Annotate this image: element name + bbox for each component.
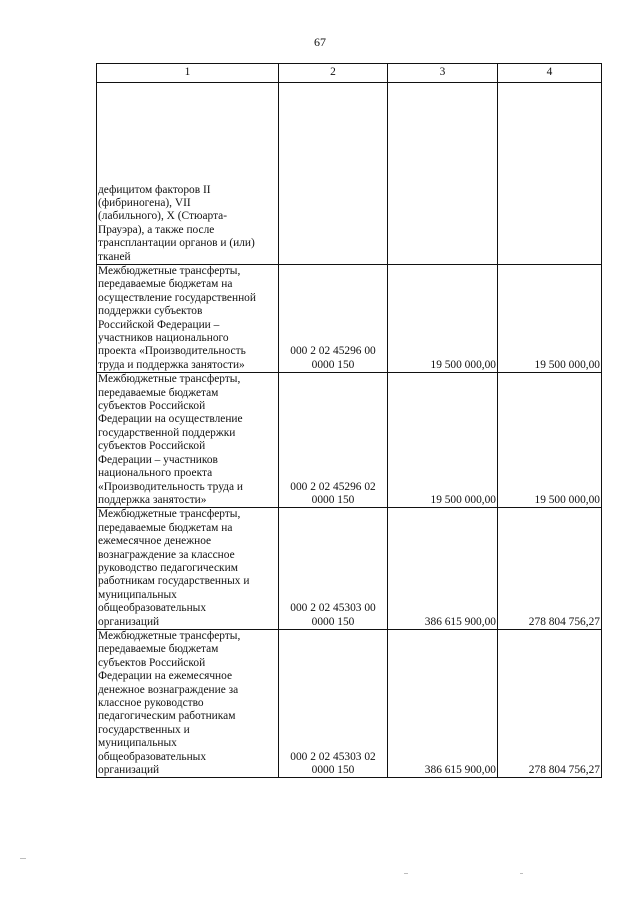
row-name-line: общеобразовательных [98,602,207,615]
table-row [97,83,602,265]
column-header-amount-executed: 4 [498,64,602,83]
row-name-line: поддержки субъектов [98,305,203,318]
row-name-line: ежемесячное денежное [98,535,212,548]
row-name-line: Российской Федерации – [98,318,220,331]
row-name-cell [97,265,279,373]
row-name-line: поддержка занятости» [98,493,207,506]
row-code-line: 000 2 02 45303 00 [290,602,376,615]
row-name-line: Федерации – участников [98,453,218,466]
row-name-line: субъектов Российской [98,656,206,669]
row-name-line: субъектов Российской [98,440,206,453]
row-name-line: проекта «Производительность [98,345,246,358]
row-name-cell [97,373,279,508]
row-name-line: руководство педагогическим [98,561,238,574]
column-header-name: 1 [97,64,279,83]
row-name-line: передаваемые бюджетам на [98,278,233,291]
row-name-line: передаваемые бюджетам на [98,521,233,534]
row-name-line: муниципальных [98,737,177,750]
budget-table [96,63,602,778]
row-amount-approved-cell: 19 500 000,00 [388,373,498,508]
row-name-line: Межбюджетные трансферты, [98,629,241,642]
row-name-line: Прауэра), а также после [98,223,215,236]
row-code-cell [279,373,388,508]
row-name-line: труда и поддержка занятости» [98,358,245,371]
row-name-line: организаций [98,764,160,777]
row-name-line: работникам государственных и [98,575,250,588]
row-name-line: классное руководство [98,697,204,709]
row-name-line: дефицитом факторов II [98,183,211,196]
row-name-line: Федерации на осуществление [98,413,243,426]
page-number: 67 [314,35,326,49]
column-header-code: 2 [279,64,388,83]
row-name-line: передаваемые бюджетам [98,643,219,656]
table-row [97,265,602,373]
row-name-line: общеобразовательных [98,750,207,763]
row-amount-executed-cell: 278 804 756,27 [498,508,602,630]
column-header-amount-approved: 3 [388,64,498,83]
scan-artifact [20,858,26,859]
row-name-line: (фибриногена), VII [98,196,191,209]
row-name-line: трансплантации органов и (или) [98,237,255,250]
row-code-line: 0000 150 [311,615,355,628]
row-code-line: 000 2 02 45296 02 [290,480,376,493]
row-amount-approved-cell [388,83,498,265]
row-name-line: субъектов Российской [98,400,206,413]
row-name-line: государственной поддержки [98,426,236,439]
scan-artifact [404,873,408,874]
row-code-cell [279,508,388,630]
row-name-cell [97,629,279,777]
row-amount-executed-cell [498,83,602,265]
row-code-line: 000 2 02 45296 00 [290,345,376,358]
row-name-line: участников национального [98,332,229,345]
row-amount-approved-cell: 386 615 900,00 [388,508,498,630]
row-code-line: 000 2 02 45303 02 [290,750,376,763]
row-name-line: Межбюджетные трансферты, [98,508,241,521]
row-name-line: передаваемые бюджетам [98,386,219,399]
row-amount-executed-cell: 19 500 000,00 [498,373,602,508]
row-name-line: государственных и [98,723,190,736]
row-name-line: Межбюджетные трансферты, [98,373,241,386]
scan-artifact [520,873,523,874]
row-name-line: вознаграждение за классное [98,548,235,561]
row-amount-executed-cell: 19 500 000,00 [498,265,602,373]
table-row [97,629,602,777]
row-name-line: тканей [98,250,131,263]
row-code-cell [279,629,388,777]
row-name-cell [97,508,279,630]
row-amount-approved-cell: 19 500 000,00 [388,265,498,373]
row-name-line: национального проекта [98,467,213,480]
row-amount-executed-cell: 278 804 756,27 [498,629,602,777]
table-row [97,373,602,508]
row-name-line: Межбюджетные трансферты, [98,265,241,277]
row-code-line: 0000 150 [311,764,355,777]
row-name-line: денежное вознаграждение за [98,683,239,696]
row-amount-approved-cell: 386 615 900,00 [388,629,498,777]
row-code-line: 0000 150 [311,358,355,371]
row-name-line: «Производительность труда и [98,480,243,493]
row-name-line: организаций [98,615,160,628]
table-header-row [97,64,602,83]
row-code-cell [279,83,388,265]
row-name-cell [97,83,279,265]
table-row [97,508,602,630]
row-name-line: педагогическим работникам [98,710,236,723]
row-code-line: 0000 150 [311,493,355,506]
row-name-line: (лабильного), X (Стюарта- [98,210,228,223]
row-name-line: муниципальных [98,588,177,601]
row-name-line: осуществление государственной [98,291,256,304]
row-code-cell [279,265,388,373]
row-name-line: Федерации на ежемесячное [98,670,233,683]
